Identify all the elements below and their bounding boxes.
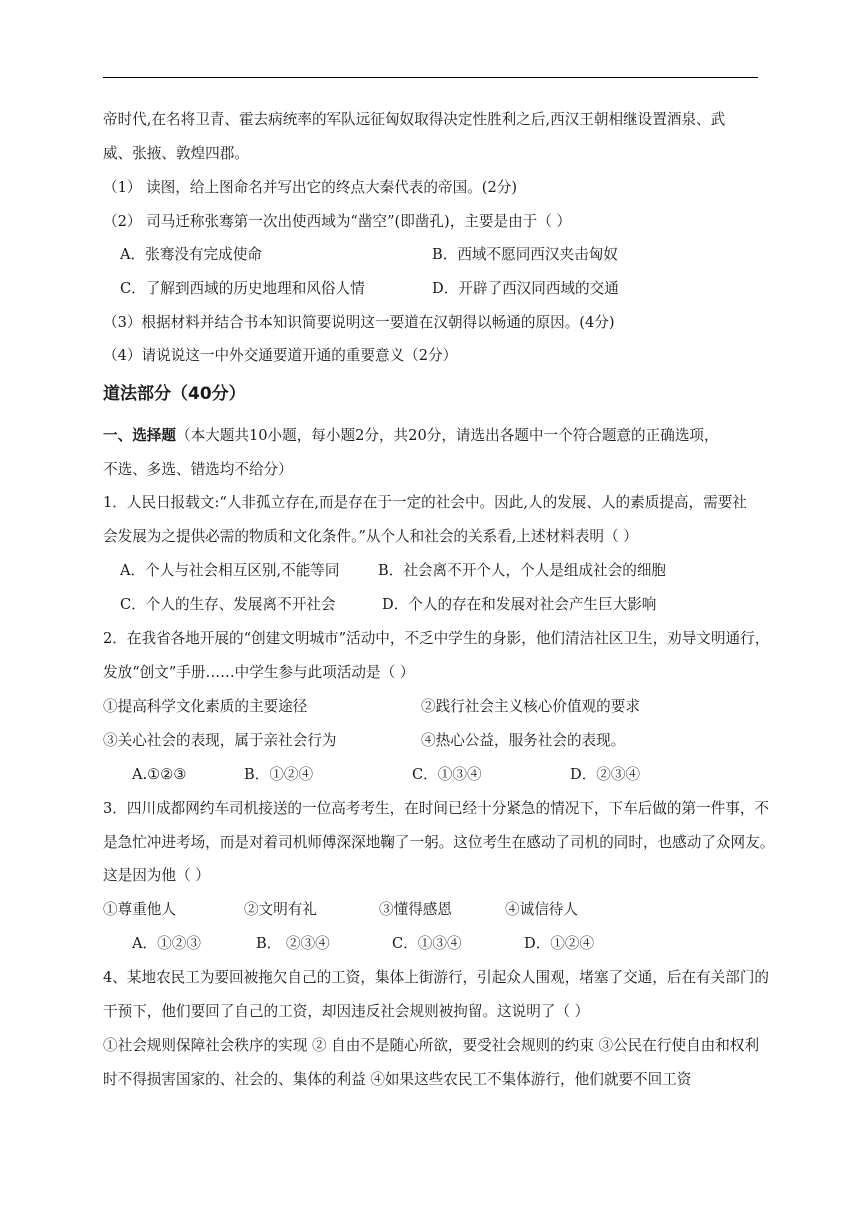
option-b: B．①②④ xyxy=(244,766,314,783)
question-4-line: 干预下，他们要回了自己的工资，却因违反社会规则被拘留。这说明了（ ） xyxy=(103,1003,590,1020)
question-4-line: 4、某地农民工为要回被拖欠自己的工资，集体上街游行，引起众人围观，堵塞了交通，后在有关部门的 xyxy=(103,969,770,986)
section-note-line: 不选、多选、错选均不给分） xyxy=(103,461,293,478)
history-question-4: （4）请说说这一中外交通要道开通的重要意义（2分） xyxy=(103,347,458,364)
section-instructions xyxy=(103,426,763,446)
option-b: B． ②③④ xyxy=(256,935,330,952)
option-c: C．①③④ xyxy=(412,766,482,783)
option-d: D．个人的存在和发展对社会产生巨大影响 xyxy=(382,596,657,613)
statement-1: ①尊重他人 xyxy=(103,901,176,918)
section-heading: 道法部分（40分） xyxy=(103,384,246,404)
statement-3: ③懂得感恩 xyxy=(379,901,452,918)
option-c: C．个人的生存、发展离不开社会 xyxy=(120,596,336,613)
statement-4: ④热心公益，服务社会的表现。 xyxy=(421,732,626,749)
question-4-line: 时不得损害国家的、社会的、集体的利益 ④如果这些农民工不集体游行，他们就要不回工资 xyxy=(103,1071,692,1088)
statement-2: ②践行社会主义核心价值观的要求 xyxy=(421,698,640,715)
history-question-3: （3）根据材料并结合书本知识简要说明这一要道在汉朝得以畅通的原因。(4分) xyxy=(103,314,615,331)
history-question-1: （1） 读图，给上图命名并写出它的终点大秦代表的帝国。(2分) xyxy=(103,179,518,196)
option-a: A．张骞没有完成使命 xyxy=(120,246,262,263)
section-label: 一、选择题 xyxy=(103,427,176,444)
question-3-line: 这是因为他（ ） xyxy=(103,867,210,884)
statement-2: ②文明有礼 xyxy=(244,901,317,918)
option-b: B．西域不愿同西汉夹击匈奴 xyxy=(432,246,618,263)
statement-1: ①提高科学文化素质的主要途径 xyxy=(103,698,308,715)
option-d: D．①②④ xyxy=(524,935,595,952)
question-1-line: 会发展为之提供必需的物质和文化条件。”从个人和社会的关系看,上述材料表明（ ） xyxy=(103,528,638,545)
question-1-line: 1．人民日报载文:“人非孤立存在,而是存在于一定的社会中。因此,人的发展、人的素质提高，需要社 xyxy=(103,494,747,511)
option-d: D．②③④ xyxy=(570,766,641,783)
passage-line: 帝时代,在名将卫青、霍去病统率的军队远征匈奴取得决定性胜利之后,西汉王朝相继设置酒泉、武 xyxy=(103,111,726,128)
passage-line: 威、张掖、敦煌四郡。 xyxy=(103,145,249,162)
option-a: A．个人与社会相互区别,不能等同 xyxy=(120,562,340,579)
option-c: C．了解到西域的历史地理和风俗人情 xyxy=(120,280,365,297)
option-b: B．社会离不开个人，个人是组成社会的细胞 xyxy=(378,562,667,579)
question-2-line: 2．在我省各地开展的“创建文明城市”活动中，不乏中学生的身影，他们清洁社区卫生，劝导文明通行， xyxy=(103,630,770,647)
section-note: （本大题共10小题，每小题2分，共20分，请选出各题中一个符合题意的正确选项， xyxy=(175,427,719,444)
history-question-2: （2） 司马迁称张骞第一次出使西域为“凿空”(即凿孔)，主要是由于（ ） xyxy=(103,213,572,230)
option-a: A．①②③ xyxy=(132,935,201,952)
question-2-line: 发放“创文”手册……中学生参与此项活动是（ ） xyxy=(103,664,415,681)
question-4-line: ①社会规则保障社会秩序的实现 ② 自由不是随心所欲，要受社会规则的约束 ③公民在行使自由和权利 xyxy=(103,1037,760,1054)
question-3-line: 是急忙冲进考场，而是对着司机师傅深深地鞠了一躬。这位考生在感动了司机的同时，也感动了众网友。 xyxy=(103,834,775,851)
option-d: D．开辟了西汉同西域的交通 xyxy=(432,280,619,297)
option-a: A.①②③ xyxy=(132,766,187,783)
question-3-line: 3．四川成都网约车司机接送的一位高考考生，在时间已经十分紧急的情况下，下车后做的第一件事，不 xyxy=(103,800,770,817)
header-rule xyxy=(103,77,758,78)
option-c: C．①③④ xyxy=(392,935,462,952)
statement-4: ④诚信待人 xyxy=(505,901,578,918)
statement-3: ③关心社会的表现，属于亲社会行为 xyxy=(103,732,337,749)
